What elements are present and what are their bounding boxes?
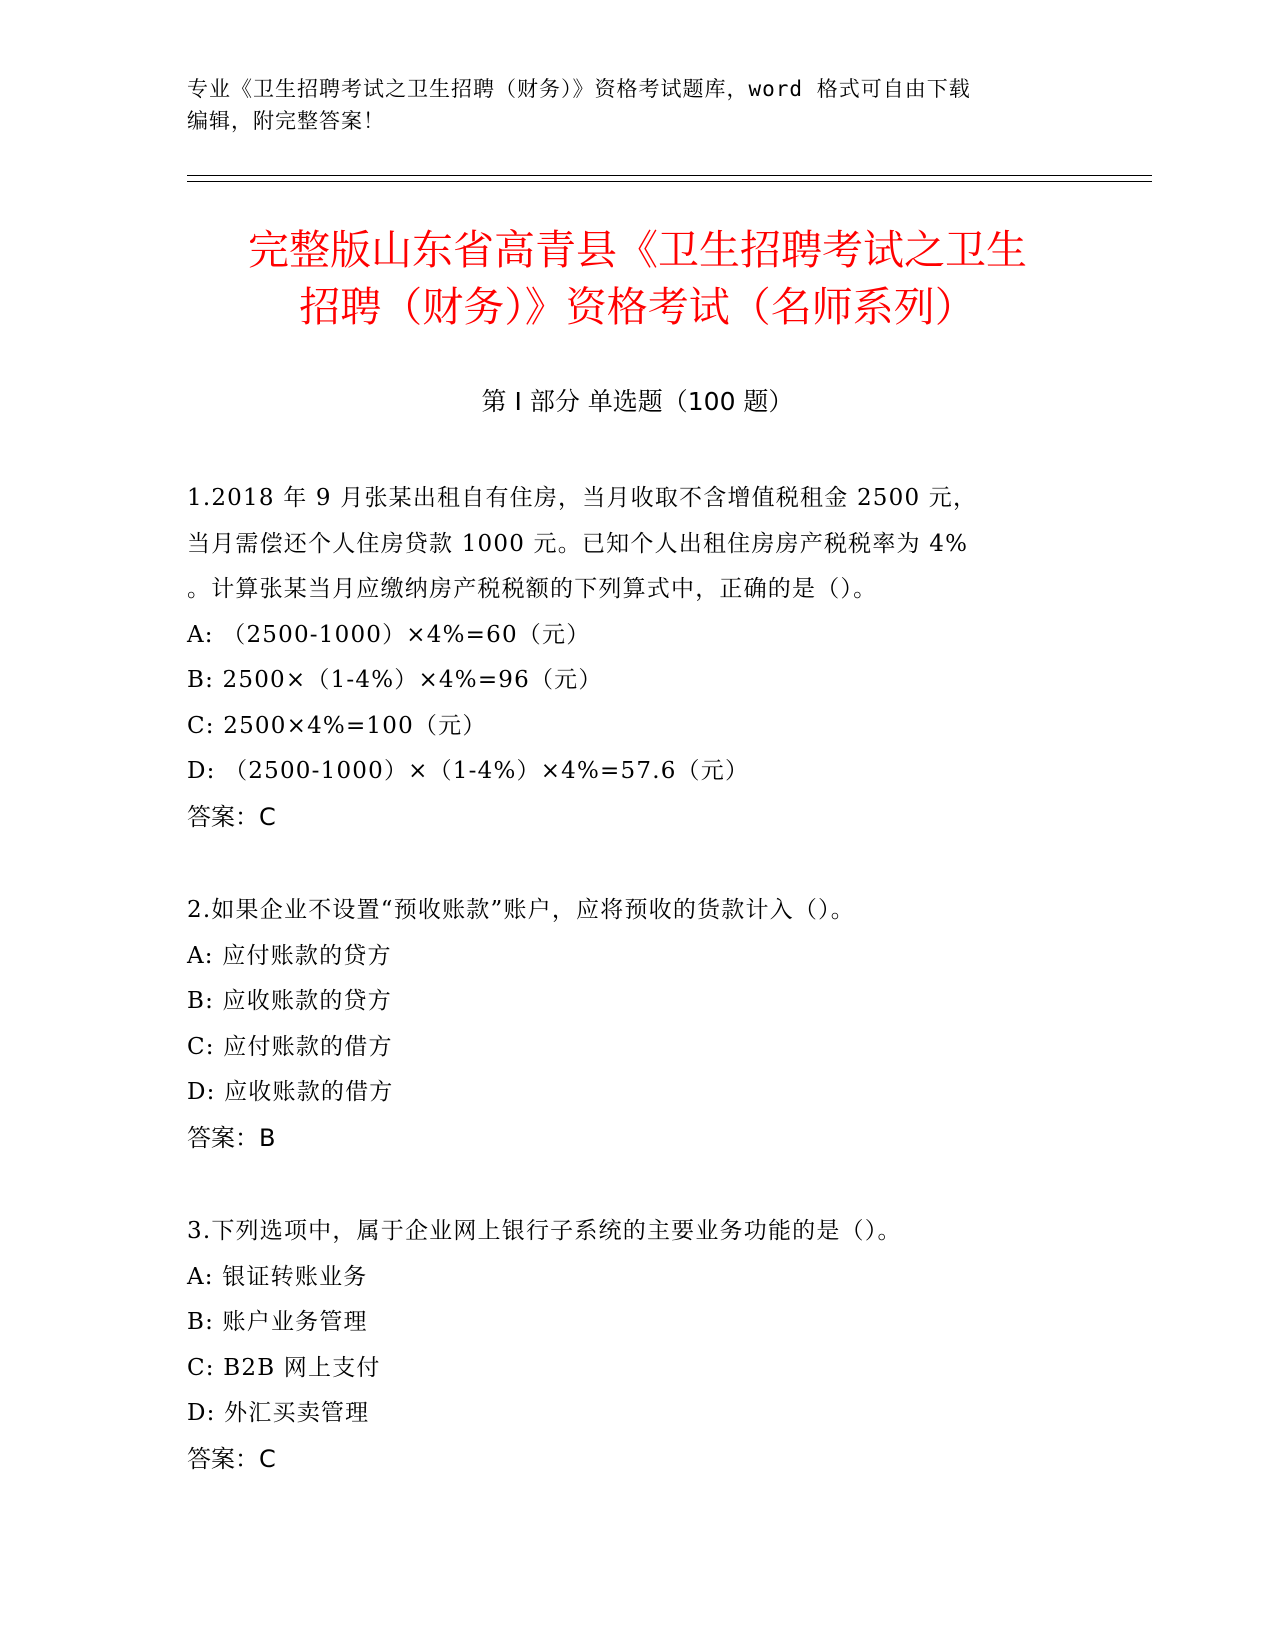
option-b: B: 应收账款的贷方 [187, 988, 392, 1014]
option-a: A: 银证转账业务 [187, 1263, 368, 1290]
option-c: C: B2B 网上支付 [187, 1354, 381, 1381]
option-d: D: （2500-1000）×（1-4%）×4%=57.6（元） [187, 758, 750, 784]
document-title-line-2: 招聘（财务）》资格考试（名师系列） [299, 283, 976, 331]
header-note-line-2: 编辑，附完整答案！ [187, 109, 385, 133]
answer: 答案：C [187, 802, 276, 831]
question-1 [187, 476, 1107, 840]
option-a: A: 应付账款的贷方 [187, 942, 392, 969]
answer: 答案：C [187, 1444, 276, 1473]
question-stem-line: 1.2018 年 9 月张某出租自有住房，当月收取不含增值税租金 2500 元， [187, 485, 978, 511]
question-list [187, 476, 1107, 1530]
question-stem-line: 3.下列选项中，属于企业网上银行子系统的主要业务功能的是（）。 [187, 1218, 902, 1244]
section-title: 第 I 部分 单选题（100 题） [481, 387, 794, 416]
question-stem-line: 当月需偿还个人住房贷款 1000 元。已知个人出租住房房产税税率为 4% [187, 530, 969, 557]
option-d: D: 应收账款的借方 [187, 1079, 394, 1105]
question-stem-line: 2.如果企业不设置“预收账款”账户，应将预收的货款计入（）。 [187, 897, 855, 923]
answer: 答案：B [187, 1123, 276, 1152]
question-3 [187, 1209, 1107, 1482]
header-note [187, 73, 1087, 137]
option-d: D: 外汇买卖管理 [187, 1400, 370, 1426]
document-title-line-1: 完整版山东省高青县《卫生招聘考试之卫生 [248, 226, 1027, 274]
header-divider-top [187, 175, 1152, 176]
header-divider-bottom [187, 181, 1152, 182]
option-c: C: 应付账款的借方 [187, 1033, 393, 1060]
option-c: C: 2500×4%=100（元） [187, 712, 487, 739]
question-2 [187, 888, 1107, 1161]
header-note-line-1: 专业《卫生招聘考试之卫生招聘（财务）》资格考试题库，word 格式可自由下载 [187, 77, 971, 101]
option-a: A: （2500-1000）×4%=60（元） [187, 621, 591, 648]
document-title [150, 222, 1125, 336]
question-stem-line: 。计算张某当月应缴纳房产税税额的下列算式中，正确的是（）。 [187, 576, 878, 602]
option-b: B: 账户业务管理 [187, 1309, 368, 1335]
option-b: B: 2500×（1-4%）×4%=96（元） [187, 667, 603, 693]
